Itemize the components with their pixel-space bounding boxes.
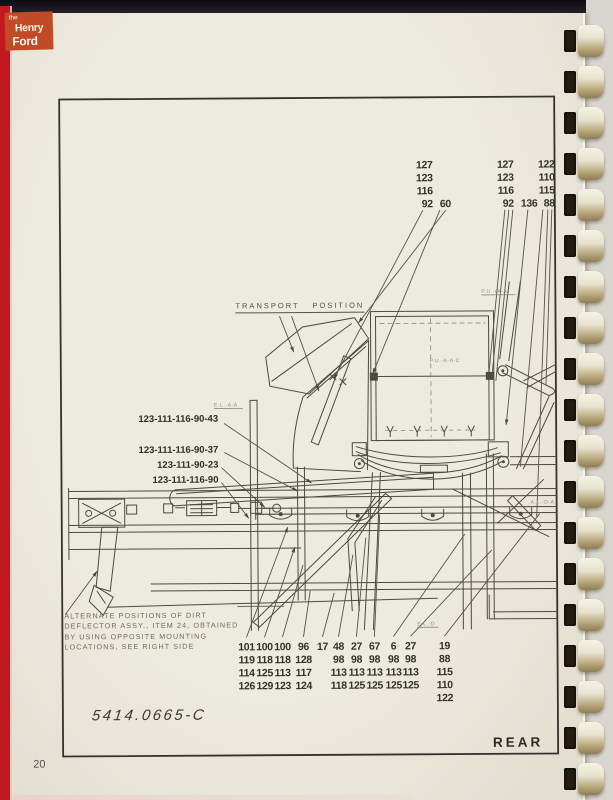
bottom-callout-column-2: 100 118 125 129: [256, 641, 274, 693]
coil-slot: [564, 604, 576, 626]
bottom-callout-column-4: 96 128 117 124: [295, 640, 313, 693]
binding-coil: [562, 354, 610, 384]
binding-coil: [562, 26, 610, 56]
binding-coil: [562, 723, 610, 753]
coil-tooth: [578, 107, 604, 139]
coil-slot: [564, 112, 576, 134]
binding-coil: [562, 67, 610, 97]
coil-tooth: [578, 558, 604, 590]
top-callout-group-1: 127 123 116 92: [415, 159, 433, 211]
coil-slot: [564, 317, 576, 339]
coil-slot: [564, 235, 576, 257]
binding-coil: [562, 231, 610, 261]
binding-coil: [562, 190, 610, 220]
coil-tooth: [578, 517, 604, 549]
coil-slot: [564, 563, 576, 585]
svg-text:P.U.-A-A-C: P.U.-A-A-C: [429, 358, 461, 365]
coil-tooth: [578, 312, 604, 344]
bottom-callout-column-9: 6 98 113 125: [385, 640, 403, 692]
coil-slot: [564, 153, 576, 175]
logo-text-the: the: [8, 14, 18, 22]
part-number-label-2: 123-111-116-90-37: [138, 444, 219, 457]
diagram-linework: [67, 281, 557, 631]
bottom-callout-column-7: 27 98 113 125: [348, 640, 366, 692]
binding-coil: [562, 313, 610, 343]
coil-slot: [564, 481, 576, 503]
coil-tooth: [578, 722, 604, 754]
binding-coil: [562, 436, 610, 466]
page-number: 20: [33, 758, 46, 771]
binding-coil: [562, 108, 610, 138]
coil-tooth: [578, 271, 604, 303]
coil-slot: [564, 522, 576, 544]
binding-coil: [562, 477, 610, 507]
coil-slot: [564, 71, 576, 93]
svg-text:P.U.-(A-A): P.U.-(A-A): [481, 288, 510, 295]
coil-tooth: [578, 435, 604, 467]
bottom-callout-column-3: 100 118 113 123: [274, 641, 292, 693]
coil-tooth: [578, 148, 604, 180]
top-callout-group-2: 127 123 116 92: [496, 158, 514, 210]
coil-tooth: [578, 763, 604, 795]
svg-text:E.L.-D: E.L.-D: [417, 621, 436, 628]
binding-coil: [562, 518, 610, 548]
top-callout-adjacent-1: 60: [439, 198, 451, 211]
coil-tooth: [578, 66, 604, 98]
binding-coil: [562, 272, 610, 302]
bottom-callout-column-6: 48 98 113 118: [330, 640, 347, 692]
logo-text-ford: Ford: [12, 33, 38, 49]
bottom-callout-column-1: 101 119 114 126: [238, 641, 256, 693]
svg-text:E.L.-A-A: E.L.-A-A: [214, 402, 238, 409]
henry-ford-logo: [5, 11, 54, 50]
coil-slot: [564, 440, 576, 462]
top-callout-group-3: 122 110 115 88: [537, 158, 555, 210]
coil-slot: [564, 399, 576, 421]
top-callout-adjacent-2: 136: [520, 197, 538, 210]
binding-coil: [562, 641, 610, 671]
binding-coil: [562, 559, 610, 589]
coil-tooth: [578, 640, 604, 672]
coil-slot: [564, 645, 576, 667]
coil-slot: [564, 768, 576, 790]
coil-tooth: [578, 394, 604, 426]
binding-coil: [562, 682, 610, 712]
coil-tooth: [578, 230, 604, 262]
coil-slot: [564, 358, 576, 380]
bottom-callout-column-5: 17: [316, 640, 329, 653]
bottom-callout-column-8: 67 98 113 125: [366, 640, 384, 692]
coil-slot: [564, 194, 576, 216]
coil-tooth: [578, 353, 604, 385]
coil-tooth: [578, 25, 604, 57]
transport-position-label: TRANSPORT POSITION: [235, 301, 364, 314]
coil-tooth: [578, 599, 604, 631]
binding-coil: [562, 395, 610, 425]
part-number-label-3: 123-111-90-23: [157, 459, 219, 471]
logo-text-henry: Henry: [14, 21, 44, 35]
part-number-label-4: 123-111-116-90: [152, 474, 219, 486]
binding-coil: [562, 764, 610, 794]
binder-red-spine: [0, 6, 10, 800]
rear-view-label: REAR: [492, 734, 544, 750]
bottom-callout-column-10: 27 98 113 125: [402, 640, 420, 692]
tiny-reference-labels: [213, 288, 555, 628]
coil-slot: [564, 276, 576, 298]
part-number-label-1: 123-111-116-90-43: [138, 413, 219, 426]
bottom-callout-column-11: 19 88 115 110 122: [436, 640, 454, 705]
alternate-positions-note: ALTERNATE POSITIONS OF DIRT DEFLECTOR ASSY., ITEM 24, OBTAINED BY USING OPPOSITE MOUNTING LOCATIONS, SEE RIGHT SIDE: [64, 610, 239, 652]
diagram-hidden-lines: [380, 318, 487, 438]
coil-slot: [564, 727, 576, 749]
binding-coil: [562, 149, 610, 179]
binder-top-edge: [0, 0, 586, 13]
coil-tooth: [578, 476, 604, 508]
coil-tooth: [578, 189, 604, 221]
coil-tooth: [578, 681, 604, 713]
coil-slot: [564, 30, 576, 52]
figure-code: 5414.0665-C: [90, 706, 208, 725]
binding-coil: [562, 600, 610, 630]
svg-text:A.L.-D-A: A.L.-D-A: [530, 499, 555, 506]
coil-slot: [564, 686, 576, 708]
